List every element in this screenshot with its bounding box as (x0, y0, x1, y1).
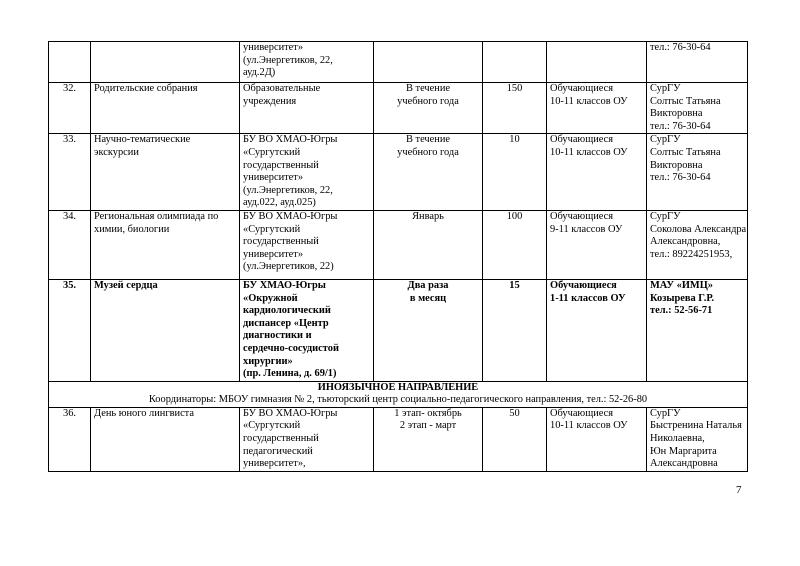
cell-line: Январь (412, 210, 444, 222)
cell-event-name (91, 134, 240, 211)
cell-line: Обучающиеся (550, 83, 614, 94)
cell-line: (ул.Энергетиков, 22) (243, 261, 334, 273)
cell-line: хирургии» (243, 355, 293, 367)
cell-responsible (647, 210, 748, 279)
cell-date (374, 279, 483, 381)
cell-number: 33. (49, 134, 91, 211)
cell-venue (240, 210, 374, 279)
cell-line: сердечно-сосудистой (243, 342, 339, 354)
cell-line: СурГУ (650, 83, 681, 94)
cell-line: Быстренина Наталья (650, 420, 742, 432)
cell-quantity (483, 42, 547, 83)
cell-quantity: 50 (483, 407, 547, 471)
cell-line: 1 этап- октябрь (394, 407, 462, 419)
cell-line: «Сургутский (243, 420, 301, 432)
table-body-top (49, 42, 748, 382)
table-row (49, 210, 748, 279)
cell-line: День юного лингвиста (94, 407, 194, 419)
cell-line: университет» (243, 42, 304, 53)
cell-number: 34. (49, 210, 91, 279)
cell-responsible (647, 279, 748, 381)
cell-line: БУ ВО ХМАО-Югры (243, 134, 338, 146)
cell-line: учебного года (397, 146, 459, 158)
cell-event-name (91, 279, 240, 381)
cell-responsible (647, 42, 748, 83)
cell-line: Обучающиеся (550, 134, 614, 146)
table-row (49, 407, 748, 471)
cell-line: Козырева Г.Р. (650, 292, 714, 304)
cell-date (374, 134, 483, 211)
cell-date (374, 42, 483, 83)
cell-line: В течение (406, 83, 450, 94)
cell-line: Солтыс Татьяна (650, 95, 721, 107)
cell-responsible (647, 134, 748, 211)
cell-line: В течение (406, 134, 450, 146)
cell-line: химии, биологии (94, 223, 170, 235)
table-row (49, 83, 748, 134)
cell-line: 10-11 классов ОУ (550, 420, 628, 432)
cell-line: Солтыс Татьяна (650, 146, 721, 158)
cell-participants (547, 134, 647, 211)
cell-venue (240, 42, 374, 83)
cell-line: СурГУ (650, 407, 681, 419)
cell-participants (547, 210, 647, 279)
cell-quantity: 10 (483, 134, 547, 211)
cell-line: Юн Маргарита (650, 445, 717, 457)
cell-line: тел.: 76-30-64 (650, 172, 711, 184)
cell-line: Викторовна (650, 159, 703, 171)
cell-line: «Окружной (243, 292, 298, 304)
cell-venue (240, 83, 374, 134)
cell-participants (547, 42, 647, 83)
cell-line: диспансер «Центр (243, 317, 329, 329)
cell-venue (240, 134, 374, 211)
cell-event-name (91, 83, 240, 134)
cell-line: Обучающиеся (550, 407, 614, 419)
cell-line: кардиологический (243, 305, 331, 317)
cell-line: СурГУ (650, 210, 681, 222)
cell-line: БУ ХМАО-Югры (243, 279, 326, 291)
cell-responsible (647, 407, 748, 471)
table-body-bottom (49, 407, 748, 471)
cell-line: тел.: 76-30-64 (650, 42, 711, 53)
cell-quantity: 150 (483, 83, 547, 134)
cell-line: МАУ «ИМЦ» (650, 279, 713, 291)
cell-line: Родительские собрания (94, 83, 198, 94)
cell-line: тел.: 76-30-64 (650, 120, 711, 132)
cell-line: Два раза (407, 279, 449, 291)
cell-line: учебного года (397, 95, 459, 107)
cell-line: тел.: 89224251953, (650, 248, 733, 260)
events-table (48, 41, 748, 472)
cell-line: 2 этап - март (399, 420, 457, 432)
table-row (49, 279, 748, 381)
section-header (49, 381, 748, 407)
cell-line: педагогический (243, 445, 313, 457)
cell-line: 1-11 классов ОУ (550, 292, 626, 304)
cell-number: 36. (49, 407, 91, 471)
cell-line: Музей сердца (94, 279, 158, 291)
cell-line: государственный (243, 159, 319, 171)
cell-venue (240, 279, 374, 381)
cell-line: диагностики и (243, 330, 312, 342)
cell-line: Обучающиеся (550, 279, 617, 291)
cell-number: 32. (49, 83, 91, 134)
cell-venue (240, 407, 374, 471)
cell-quantity: 15 (483, 279, 547, 381)
cell-line: (ул.Энергетиков, 22, (243, 184, 333, 196)
cell-line: Образовательные (243, 83, 321, 94)
cell-line: (ул.Энергетиков, 22, (243, 54, 333, 66)
cell-line: Соколова Александра (650, 223, 747, 235)
cell-quantity: 100 (483, 210, 547, 279)
cell-participants (547, 279, 647, 381)
cell-line: «Сургутский (243, 223, 301, 235)
table-row (49, 134, 748, 211)
section-row (49, 381, 748, 407)
cell-event-name (91, 42, 240, 83)
cell-event-name (91, 407, 240, 471)
cell-line: государственный (243, 433, 319, 445)
cell-date (374, 210, 483, 279)
cell-participants (547, 83, 647, 134)
table-row (49, 42, 748, 83)
cell-line: университет», (243, 458, 306, 470)
section-title: ИНОЯЗЫЧНОЕ НАПРАВЛЕНИЕ (317, 381, 479, 393)
section-cell (49, 381, 748, 407)
cell-date (374, 83, 483, 134)
cell-line: БУ ВО ХМАО-Югры (243, 210, 338, 222)
cell-number (49, 42, 91, 83)
page-number: 7 (736, 484, 742, 496)
cell-line: тел.: 52-56-71 (650, 305, 713, 317)
cell-line: «Сургутский (243, 146, 301, 158)
cell-line: в месяц (409, 292, 447, 304)
cell-line: ауд.2Д) (243, 67, 276, 79)
cell-line: 10-11 классов ОУ (550, 95, 628, 107)
cell-line: 9-11 классов ОУ (550, 223, 623, 235)
cell-line: Обучающиеся (550, 210, 614, 222)
cell-line: университет» (243, 248, 304, 260)
cell-line: университет» (243, 172, 304, 184)
cell-line: Николаевна, (650, 433, 705, 445)
cell-participants (547, 407, 647, 471)
cell-line: (пр. Ленина, д. 69/1) (243, 368, 337, 380)
cell-line: БУ ВО ХМАО-Югры (243, 407, 338, 419)
cell-responsible (647, 83, 748, 134)
cell-line: Научно-тематические (94, 134, 191, 146)
cell-line: экскурсии (94, 146, 139, 158)
cell-number: 35. (49, 279, 91, 381)
cell-line: Александровна (650, 458, 718, 470)
cell-event-name (91, 210, 240, 279)
cell-line: учреждения (243, 95, 297, 107)
section-coordinators: Координаторы: МБОУ гимназия № 2, тьюторский центр социально-педагогического направления, тел.: 52-26-80 (148, 394, 648, 406)
cell-line: СурГУ (650, 134, 681, 146)
cell-date (374, 407, 483, 471)
cell-line: Александровна, (650, 236, 721, 248)
cell-line: ауд.022, ауд.025) (243, 197, 316, 209)
cell-line: Викторовна (650, 108, 703, 120)
cell-line: Региональная олимпиада по (94, 210, 219, 222)
cell-line: государственный (243, 236, 319, 248)
cell-line: 10-11 классов ОУ (550, 146, 628, 158)
